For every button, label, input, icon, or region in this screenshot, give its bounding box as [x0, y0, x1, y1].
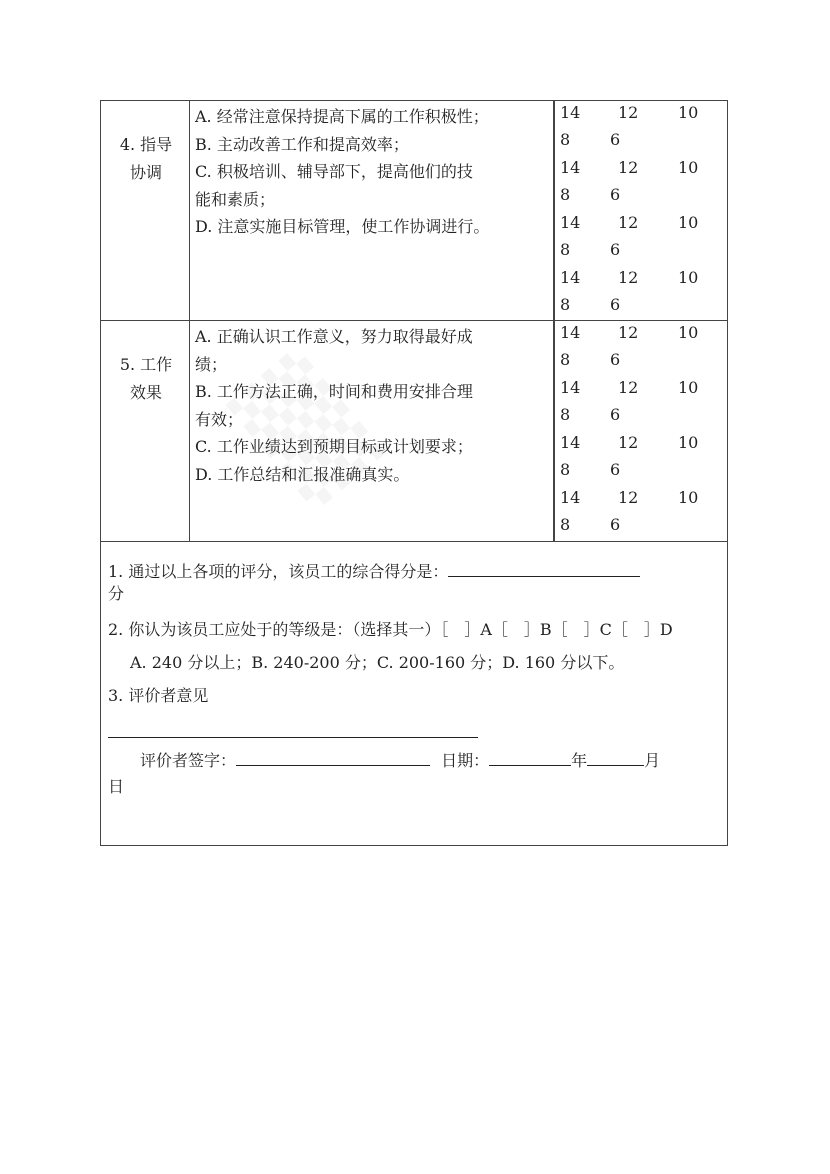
- score-value[interactable]: 8: [560, 515, 571, 534]
- item: 有效；: [195, 409, 244, 429]
- score-value[interactable]: 8: [560, 240, 571, 259]
- criterion-label: [106, 351, 186, 406]
- item: C. 工作业绩达到预期目标或计划要求；: [195, 437, 473, 456]
- score-value[interactable]: 6: [610, 130, 621, 149]
- score-value[interactable]: 8: [560, 405, 571, 424]
- item: 能和素质；: [195, 189, 276, 209]
- score-value[interactable]: 6: [610, 405, 621, 424]
- score-value[interactable]: 8: [560, 350, 571, 369]
- score-value[interactable]: 10: [678, 378, 699, 397]
- date-label: 日期：: [441, 751, 490, 770]
- score-value[interactable]: 6: [610, 240, 621, 259]
- criterion-label: [106, 131, 186, 186]
- signature-line: [108, 747, 660, 775]
- criterion-items: [195, 323, 473, 488]
- summary-q2[interactable]: 2. 你认为该员工应处于的等级是：（选择其一）［ ］A［ ］B［ ］C［ ］D: [108, 620, 673, 639]
- item: 绩；: [195, 354, 228, 374]
- score-value[interactable]: 14: [560, 323, 581, 342]
- score-value[interactable]: 6: [610, 460, 621, 479]
- score-value[interactable]: 12: [618, 158, 639, 177]
- col-divider: [189, 100, 190, 541]
- score-value[interactable]: 10: [678, 433, 699, 452]
- score-value[interactable]: 12: [618, 378, 639, 397]
- score-options: [560, 378, 730, 433]
- table-border-top: [100, 100, 727, 101]
- score-value[interactable]: 10: [678, 103, 699, 122]
- score-value[interactable]: 10: [678, 268, 699, 287]
- grade-levels: A. 240 分以上；B. 240-200 分；C. 200-160 分；D. 160 分以下。: [130, 653, 625, 672]
- summary-q1: [108, 558, 640, 586]
- score-options: [560, 103, 730, 158]
- score-value[interactable]: 14: [560, 378, 581, 397]
- score-value[interactable]: 12: [618, 213, 639, 232]
- score-value[interactable]: 12: [618, 323, 639, 342]
- score-value[interactable]: 6: [610, 515, 621, 534]
- table-border-bottom: [100, 845, 727, 846]
- item: B. 工作方法正确，时间和费用安排合理: [195, 382, 473, 401]
- score-options: [560, 433, 730, 488]
- item: A. 经常注意保持提高下属的工作积极性；: [195, 107, 489, 126]
- score-value[interactable]: 12: [618, 488, 639, 507]
- score-value[interactable]: 14: [560, 213, 581, 232]
- summary-q1-unit: 分: [108, 584, 125, 603]
- opinion-field[interactable]: [108, 737, 478, 738]
- year-field[interactable]: [489, 747, 571, 766]
- score-value[interactable]: 10: [678, 488, 699, 507]
- score-value[interactable]: 14: [560, 158, 581, 177]
- score-value[interactable]: 8: [560, 295, 571, 314]
- score-value[interactable]: 10: [678, 158, 699, 177]
- score-value[interactable]: 14: [560, 268, 581, 287]
- summary-q3: 3. 评价者意见: [108, 686, 209, 705]
- item: D. 注意实施目标管理，使工作协调进行。: [195, 217, 490, 236]
- item: B. 主动改善工作和提高效率；: [195, 134, 409, 154]
- score-value[interactable]: 6: [610, 350, 621, 369]
- score-value[interactable]: 12: [618, 268, 639, 287]
- score-value[interactable]: 6: [610, 185, 621, 204]
- score-value[interactable]: 10: [678, 323, 699, 342]
- score-value[interactable]: 12: [618, 103, 639, 122]
- score-options: [560, 488, 730, 543]
- score-options: [560, 323, 730, 378]
- score-value[interactable]: 8: [560, 185, 571, 204]
- score-value[interactable]: 10: [678, 213, 699, 232]
- year-label: 年: [571, 751, 588, 770]
- label-line: 4. 指导: [119, 135, 173, 154]
- score-options: [560, 213, 730, 268]
- item: A. 正确认识工作意义，努力取得最好成: [195, 327, 473, 346]
- label-line: 效果: [129, 382, 162, 402]
- score-value[interactable]: 14: [560, 103, 581, 122]
- score-value[interactable]: 14: [560, 433, 581, 452]
- label-line: 协调: [129, 162, 162, 182]
- score-value[interactable]: 6: [610, 295, 621, 314]
- score-options: [560, 158, 730, 213]
- item: C. 积极培训、辅导部下，提高他们的技: [195, 162, 473, 181]
- signature-label: 评价者签字：: [140, 751, 237, 770]
- table-border-left: [100, 100, 101, 846]
- col-divider: [553, 100, 555, 541]
- score-value[interactable]: 12: [618, 433, 639, 452]
- score-options: [560, 268, 730, 323]
- label-line: 5. 工作: [119, 355, 173, 374]
- month-field[interactable]: [587, 747, 644, 766]
- score-value[interactable]: 8: [560, 130, 571, 149]
- total-score-field[interactable]: [448, 558, 640, 577]
- criterion-items: [195, 103, 489, 241]
- day-label: 日: [108, 777, 125, 796]
- month-label: 月: [644, 751, 661, 770]
- score-value[interactable]: 14: [560, 488, 581, 507]
- item: D. 工作总结和汇报准确真实。: [195, 464, 410, 484]
- signature-field[interactable]: [236, 747, 430, 766]
- q1-text: 1. 通过以上各项的评分，该员工的综合得分是：: [108, 562, 449, 581]
- score-value[interactable]: 8: [560, 460, 571, 479]
